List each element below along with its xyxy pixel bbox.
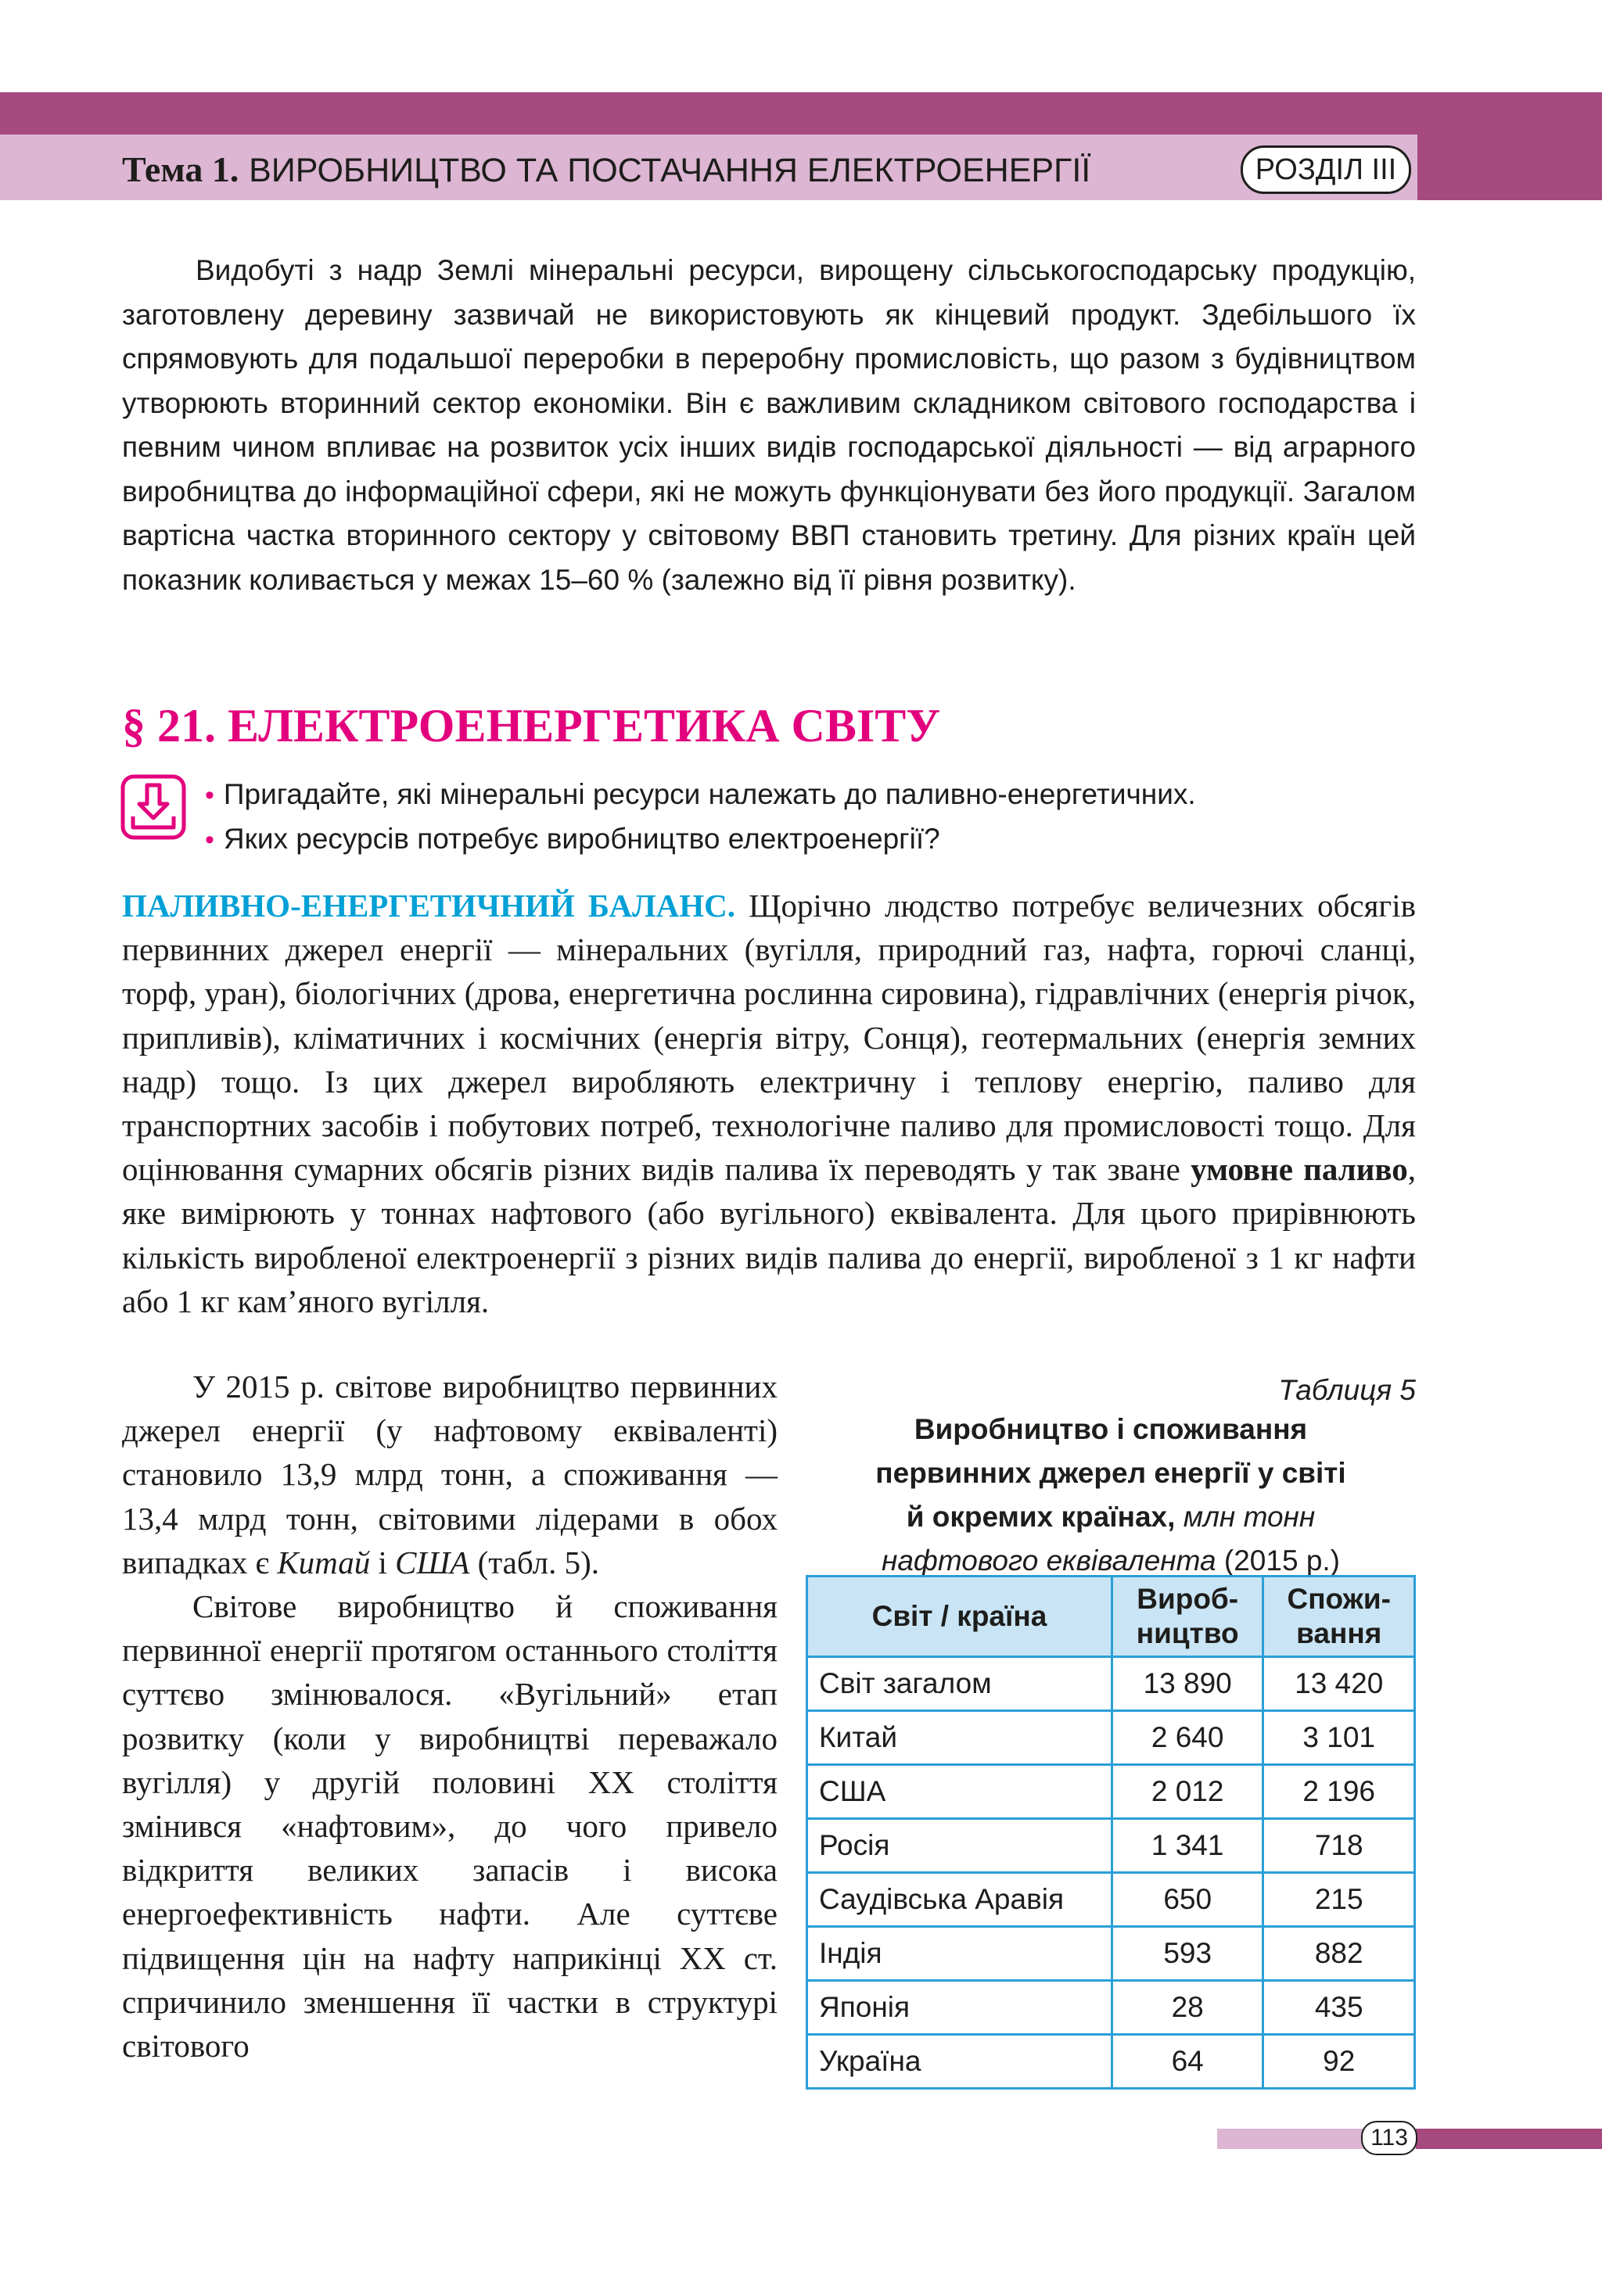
table-number: Таблиця 5 bbox=[1278, 1374, 1416, 1406]
table-row: Саудівська Аравія 650 215 bbox=[807, 1873, 1415, 1927]
paragraph-production: У 2015 р. світове виробництво первинних джерел енергії (у нафтовому еквіваленті) становило 13,9 млрд тонн, а споживання — 13,4 млрд тонн, світовими лідерами в обох випадках є Китай і США (табл. 5). bbox=[122, 1369, 778, 1580]
section-badge: РОЗДІЛ III bbox=[1241, 145, 1411, 194]
table-row: Росія 1 341 718 bbox=[807, 1819, 1415, 1873]
table-row: США 2 012 2 196 bbox=[807, 1765, 1415, 1819]
paragraph-history: Світове виробництво й споживання первинної енергії протягом останнього століття суттєво змінювалося. «Вугільний» етап розвитку (коли у виробництві переважало вугілля) у другій половині XX століття змінився «нафтовим», до чого привело відкриття великих запасів і висока енергоефективність нафти. Але суттєве підвищення цін на нафту наприкінці XX ст. спричинило зменшення її частки в структурі світового bbox=[122, 1588, 778, 2065]
table-header-row bbox=[807, 1577, 1415, 1657]
topic-name: ВИРОБНИЦТВО ТА ПОСТАЧАННЯ ЕЛЕКТРОЕНЕРГІЇ bbox=[249, 152, 1091, 189]
section-title: § 21. ЕЛЕКТРОЕНЕРГЕТИКА СВІТУ bbox=[122, 700, 941, 752]
table-row: Японія 28 435 bbox=[807, 1981, 1415, 2035]
recall-bullet: • Пригадайте, які мінеральні ресурси належать до паливно-енергетичних. bbox=[205, 778, 1196, 810]
balance-paragraph: ПАЛИВНО-ЕНЕРГЕТИЧНИЙ БАЛАНС. Щорічно людство потребує величезних обсягів первинних джерел енергії — мінеральних (вугілля, природний газ, нафта, горючі сланці, торф, уран), біологічних (дрова, енергетична рослинна сировина), гідравлічних (енергія річок, припливів), кліматичних і космічних (енергія вітру, Сонця), геотермальних (енергія земних надр) тощо. Із цих джерел виробляють електричну і теплову енергію, паливо для транспортних засобів і побутових потреб, технологічне паливо для промисловості тощо. Для оцінювання сумарних обсягів різних видів палива їх переводять у так зване умовне паливо, яке вимірюють у тоннах нафтового (або вугільного) еквівалента. Для цього прирівнюють кількість виробленої електроенергії з різних видів палива до енергії, виробленої з 1 кг нафти або 1 кг кам’яного вугілля. bbox=[122, 888, 1416, 1319]
balance-text bbox=[122, 884, 1416, 1323]
download-tray-icon bbox=[120, 774, 186, 840]
header-consumption: Спожи- вання bbox=[1263, 1577, 1415, 1657]
energy-table bbox=[806, 1575, 1416, 2090]
balance-lead: ПАЛИВНО-ЕНЕРГЕТИЧНИЙ БАЛАНС. bbox=[122, 888, 735, 924]
topic-label: Тема 1. bbox=[122, 149, 239, 189]
table-row: Світ загалом 13 890 13 420 bbox=[807, 1657, 1415, 1711]
table-row: Україна 64 92 bbox=[807, 2035, 1415, 2089]
table-row: Індія 593 882 bbox=[807, 1927, 1415, 1981]
header-right-block bbox=[1417, 135, 1602, 200]
topic-title bbox=[122, 145, 1090, 192]
bullet-dot-icon: • bbox=[205, 825, 214, 855]
header-country: Світ / країна bbox=[807, 1577, 1112, 1657]
footer-bar-dark bbox=[1416, 2129, 1602, 2149]
page-number: 113 bbox=[1361, 2121, 1417, 2155]
bullet-dot-icon: • bbox=[205, 780, 214, 810]
recall-questions bbox=[205, 773, 1378, 862]
intro-text bbox=[122, 249, 1416, 602]
left-column-text bbox=[122, 1365, 778, 2068]
term-conventional-fuel: умовне паливо bbox=[1191, 1151, 1408, 1188]
table-caption: Виробництво і споживання первинних джерел енергії у світі й окремих країнах, млн тонн нафтового еквівалента (2015 р.) bbox=[875, 1413, 1346, 1577]
table-row: Китай 2 640 3 101 bbox=[807, 1711, 1415, 1765]
intro-paragraph: Видобуті з надр Землі мінеральні ресурси, вирощену сільськогосподарську продукцію, заготовлену деревину зазвичай не використовують як кінцевий продукт. Здебільшого їх спрямовують для подальшої переробки в переробну промисловість, що разом з будівництвом утворюють вторинний сектор економіки. Він є важливим складником світового господарства і певним чином впливає на розвиток усіх інших видів господарської діяльності — від аграрного виробництва до інформаційної сфери, які не можуть функціонувати без його продукції. Загалом вартісна частка вторинного сектору у світовому ВВП становить третину. Для різних країн цей показник коливається у межах 15–60 % (залежно від її рівня розвитку). bbox=[122, 254, 1416, 596]
recall-bullet: • Яких ресурсів потребує виробництво електроенергії? bbox=[205, 823, 940, 855]
header-top-bar bbox=[0, 92, 1602, 135]
header-production: Вироб- ництво bbox=[1112, 1577, 1263, 1657]
